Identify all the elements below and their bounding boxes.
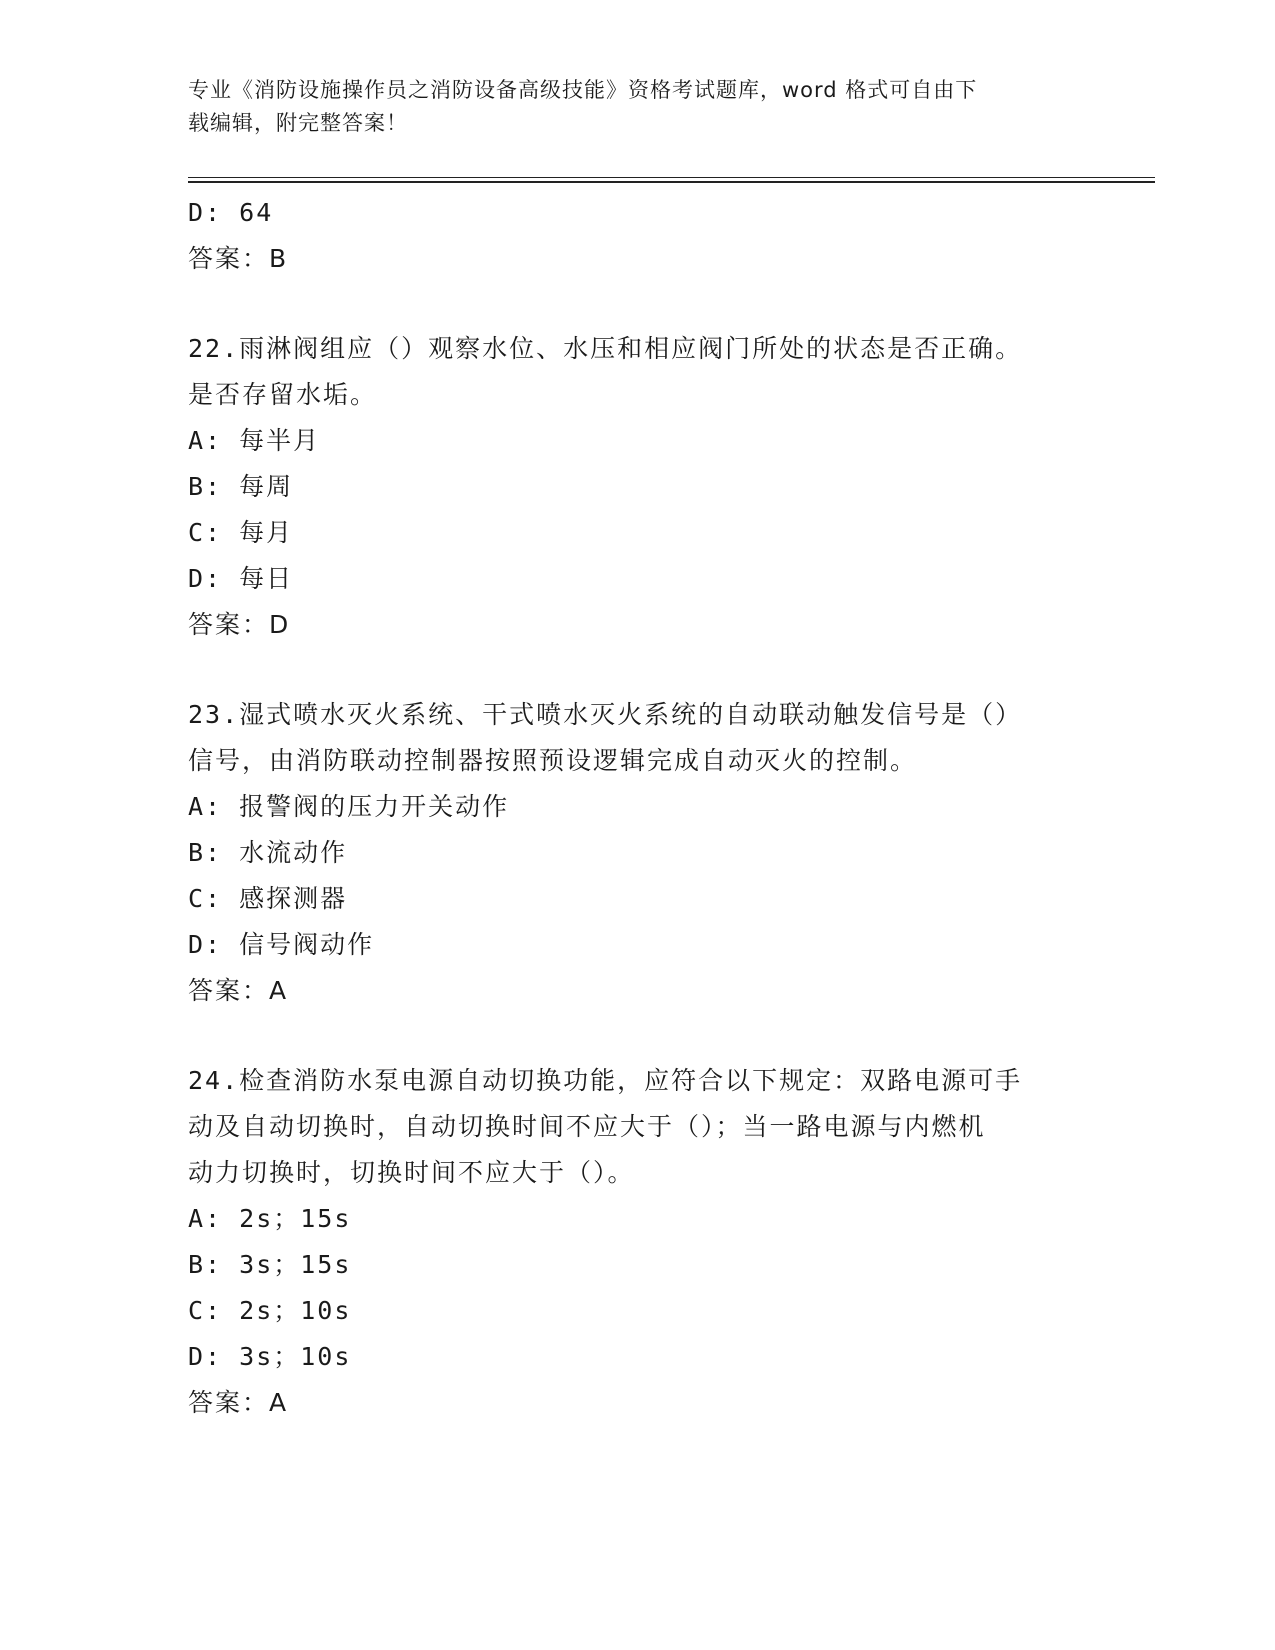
question-list	[188, 190, 1088, 1426]
question-stem: 23.湿式喷水灭火系统、干式喷水灭火系统的自动联动触发信号是（）	[188, 700, 1023, 729]
option-b: B: 水流动作	[188, 838, 348, 867]
spacer	[188, 648, 1088, 692]
option-c: C: 每月	[188, 518, 294, 547]
option-b: B: 3s；15s	[188, 1250, 352, 1279]
header-line-2: 载编辑，附完整答案！	[188, 111, 408, 135]
option-b: B: 每周	[188, 472, 294, 501]
question-stem: 24.检查消防水泵电源自动切换功能，应符合以下规定：双路电源可手	[188, 1066, 1023, 1095]
option-d: D: 每日	[188, 564, 294, 593]
answer-line: 答案：A	[188, 976, 289, 1005]
spacer	[188, 282, 1088, 326]
answer-line: 答案：D	[188, 610, 291, 639]
question-stem: 22.雨淋阀组应（）观察水位、水压和相应阀门所处的状态是否正确。	[188, 334, 1023, 363]
option-d: D: 3s；10s	[188, 1342, 352, 1371]
spacer	[188, 1014, 1088, 1058]
option-c: C: 2s；10s	[188, 1296, 352, 1325]
question-stem: 是否存留水垢。	[188, 380, 378, 409]
question-stem: 动力切换时，切换时间不应大于（）。	[188, 1158, 635, 1187]
option-a: A: 报警阀的压力开关动作	[188, 792, 510, 821]
question-stem: 信号，由消防联动控制器按照预设逻辑完成自动灭火的控制。	[188, 746, 918, 775]
option-a: A: 每半月	[188, 426, 321, 455]
question-23	[188, 692, 1088, 1014]
option-d: D: 信号阀动作	[188, 930, 375, 959]
option-d: D: 64	[188, 198, 274, 227]
question-stem: 动及自动切换时，自动切换时间不应大于（）；当一路电源与内燃机	[188, 1112, 986, 1141]
option-a: A: 2s；15s	[188, 1204, 352, 1233]
document-header	[188, 74, 1068, 140]
answer-line: 答案：A	[188, 1388, 289, 1417]
option-c: C: 感探测器	[188, 884, 348, 913]
question-22	[188, 326, 1088, 648]
header-divider-thick	[188, 181, 1155, 183]
question-24	[188, 1058, 1088, 1426]
header-line-1: 专业《消防设施操作员之消防设备高级技能》资格考试题库，word 格式可自由下	[188, 78, 978, 102]
answer-line: 答案：B	[188, 244, 289, 273]
header-divider-thin	[188, 177, 1155, 178]
